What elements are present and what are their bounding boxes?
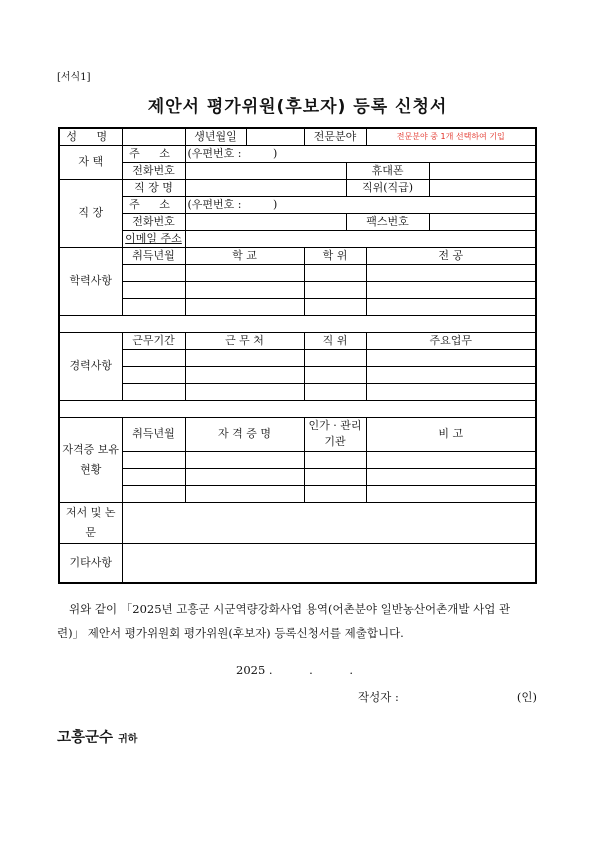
education-row bbox=[59, 281, 536, 298]
name-field[interactable] bbox=[122, 128, 185, 145]
fax-field[interactable] bbox=[429, 213, 536, 230]
work-address-label: 주 소 bbox=[122, 196, 185, 213]
certification-header: 인가 · 관리 기관 bbox=[304, 417, 366, 451]
certification-section-label: 자격증 보유현황 bbox=[59, 417, 122, 502]
page-title: 제안서 평가위원(후보자) 등록 신청서 bbox=[147, 97, 448, 117]
career-header: 주요업무 bbox=[366, 332, 536, 349]
others-field[interactable] bbox=[122, 543, 536, 583]
recipient-suffix: 귀하 bbox=[118, 734, 138, 745]
birth-label: 생년월일 bbox=[185, 128, 246, 145]
mobile-label: 휴대폰 bbox=[346, 162, 429, 179]
work-phone-field[interactable] bbox=[185, 213, 346, 230]
work-phone-label: 전화번호 bbox=[122, 213, 185, 230]
education-header: 학 위 bbox=[304, 247, 366, 264]
education-header: 취득년월 bbox=[122, 247, 185, 264]
certification-header: 비 고 bbox=[366, 417, 536, 451]
recipient bbox=[57, 726, 137, 747]
certification-row bbox=[59, 451, 536, 468]
career-header: 근무기간 bbox=[122, 332, 185, 349]
workplace-label: 직 장 명 bbox=[122, 179, 185, 196]
education-header: 학 교 bbox=[185, 247, 304, 264]
email-label: 이메일 주소 bbox=[122, 230, 185, 247]
home-section-label: 자 택 bbox=[59, 145, 122, 179]
field-label: 전문분야 bbox=[304, 128, 366, 145]
home-address-label: 주 소 bbox=[122, 145, 185, 162]
field-note[interactable] bbox=[366, 128, 536, 145]
career-section-label: 경력사항 bbox=[59, 332, 122, 400]
statement-text: 위와 같이 「2025년 고흥군 시군역량강화사업 용역(어촌분야 일반농산어촌개발 사업 관련)」 제안서 평가위원회 평가위원(후보자) 등록신청서를 제출합니다. bbox=[57, 602, 511, 640]
email-field[interactable] bbox=[185, 230, 536, 247]
home-phone-label: 전화번호 bbox=[122, 162, 185, 179]
mobile-field[interactable] bbox=[429, 162, 536, 179]
work-position-label: 직위(직급) bbox=[346, 179, 429, 196]
recipient-name: 고흥군수 bbox=[57, 730, 114, 746]
certification-row bbox=[59, 485, 536, 502]
publications-field[interactable] bbox=[122, 502, 536, 543]
home-address-field[interactable] bbox=[185, 145, 536, 162]
certification-row bbox=[59, 468, 536, 485]
education-row bbox=[59, 264, 536, 281]
date-line: 2025 . . . bbox=[236, 663, 353, 677]
career-row bbox=[59, 366, 536, 383]
career-header: 직 위 bbox=[304, 332, 366, 349]
career-row bbox=[59, 383, 536, 400]
workplace-field[interactable] bbox=[185, 179, 346, 196]
spacer-row bbox=[59, 400, 536, 417]
career-row bbox=[59, 349, 536, 366]
education-section-label: 학력사항 bbox=[59, 247, 122, 315]
education-row bbox=[59, 298, 536, 315]
field-note-text: 전문분야 중 1개 선택하여 기입 bbox=[396, 132, 505, 142]
work-address-field[interactable] bbox=[185, 196, 536, 213]
spacer-row bbox=[59, 315, 536, 332]
certification-header: 취득년월 bbox=[122, 417, 185, 451]
home-phone-field[interactable] bbox=[185, 162, 346, 179]
home-postal-text: (우편번호 : ) bbox=[187, 146, 278, 160]
birth-field[interactable] bbox=[246, 128, 304, 145]
education-header: 전 공 bbox=[366, 247, 536, 264]
fax-label: 팩스번호 bbox=[346, 213, 429, 230]
others-label: 기타사항 bbox=[59, 543, 122, 583]
name-label: 성 명 bbox=[59, 128, 122, 145]
career-header: 근 무 처 bbox=[185, 332, 304, 349]
seal-label: (인) bbox=[516, 690, 537, 704]
author-label: 작성자 : bbox=[358, 690, 399, 704]
publications-label: 저서 및 논문 bbox=[59, 502, 122, 543]
form-code: [서식1] bbox=[57, 72, 91, 83]
certification-header: 자 격 증 명 bbox=[185, 417, 304, 451]
application-form-table bbox=[58, 127, 537, 584]
work-section-label: 직 장 bbox=[59, 179, 122, 247]
work-postal-text: (우편번호 : ) bbox=[187, 197, 278, 211]
work-position-field[interactable] bbox=[429, 179, 536, 196]
